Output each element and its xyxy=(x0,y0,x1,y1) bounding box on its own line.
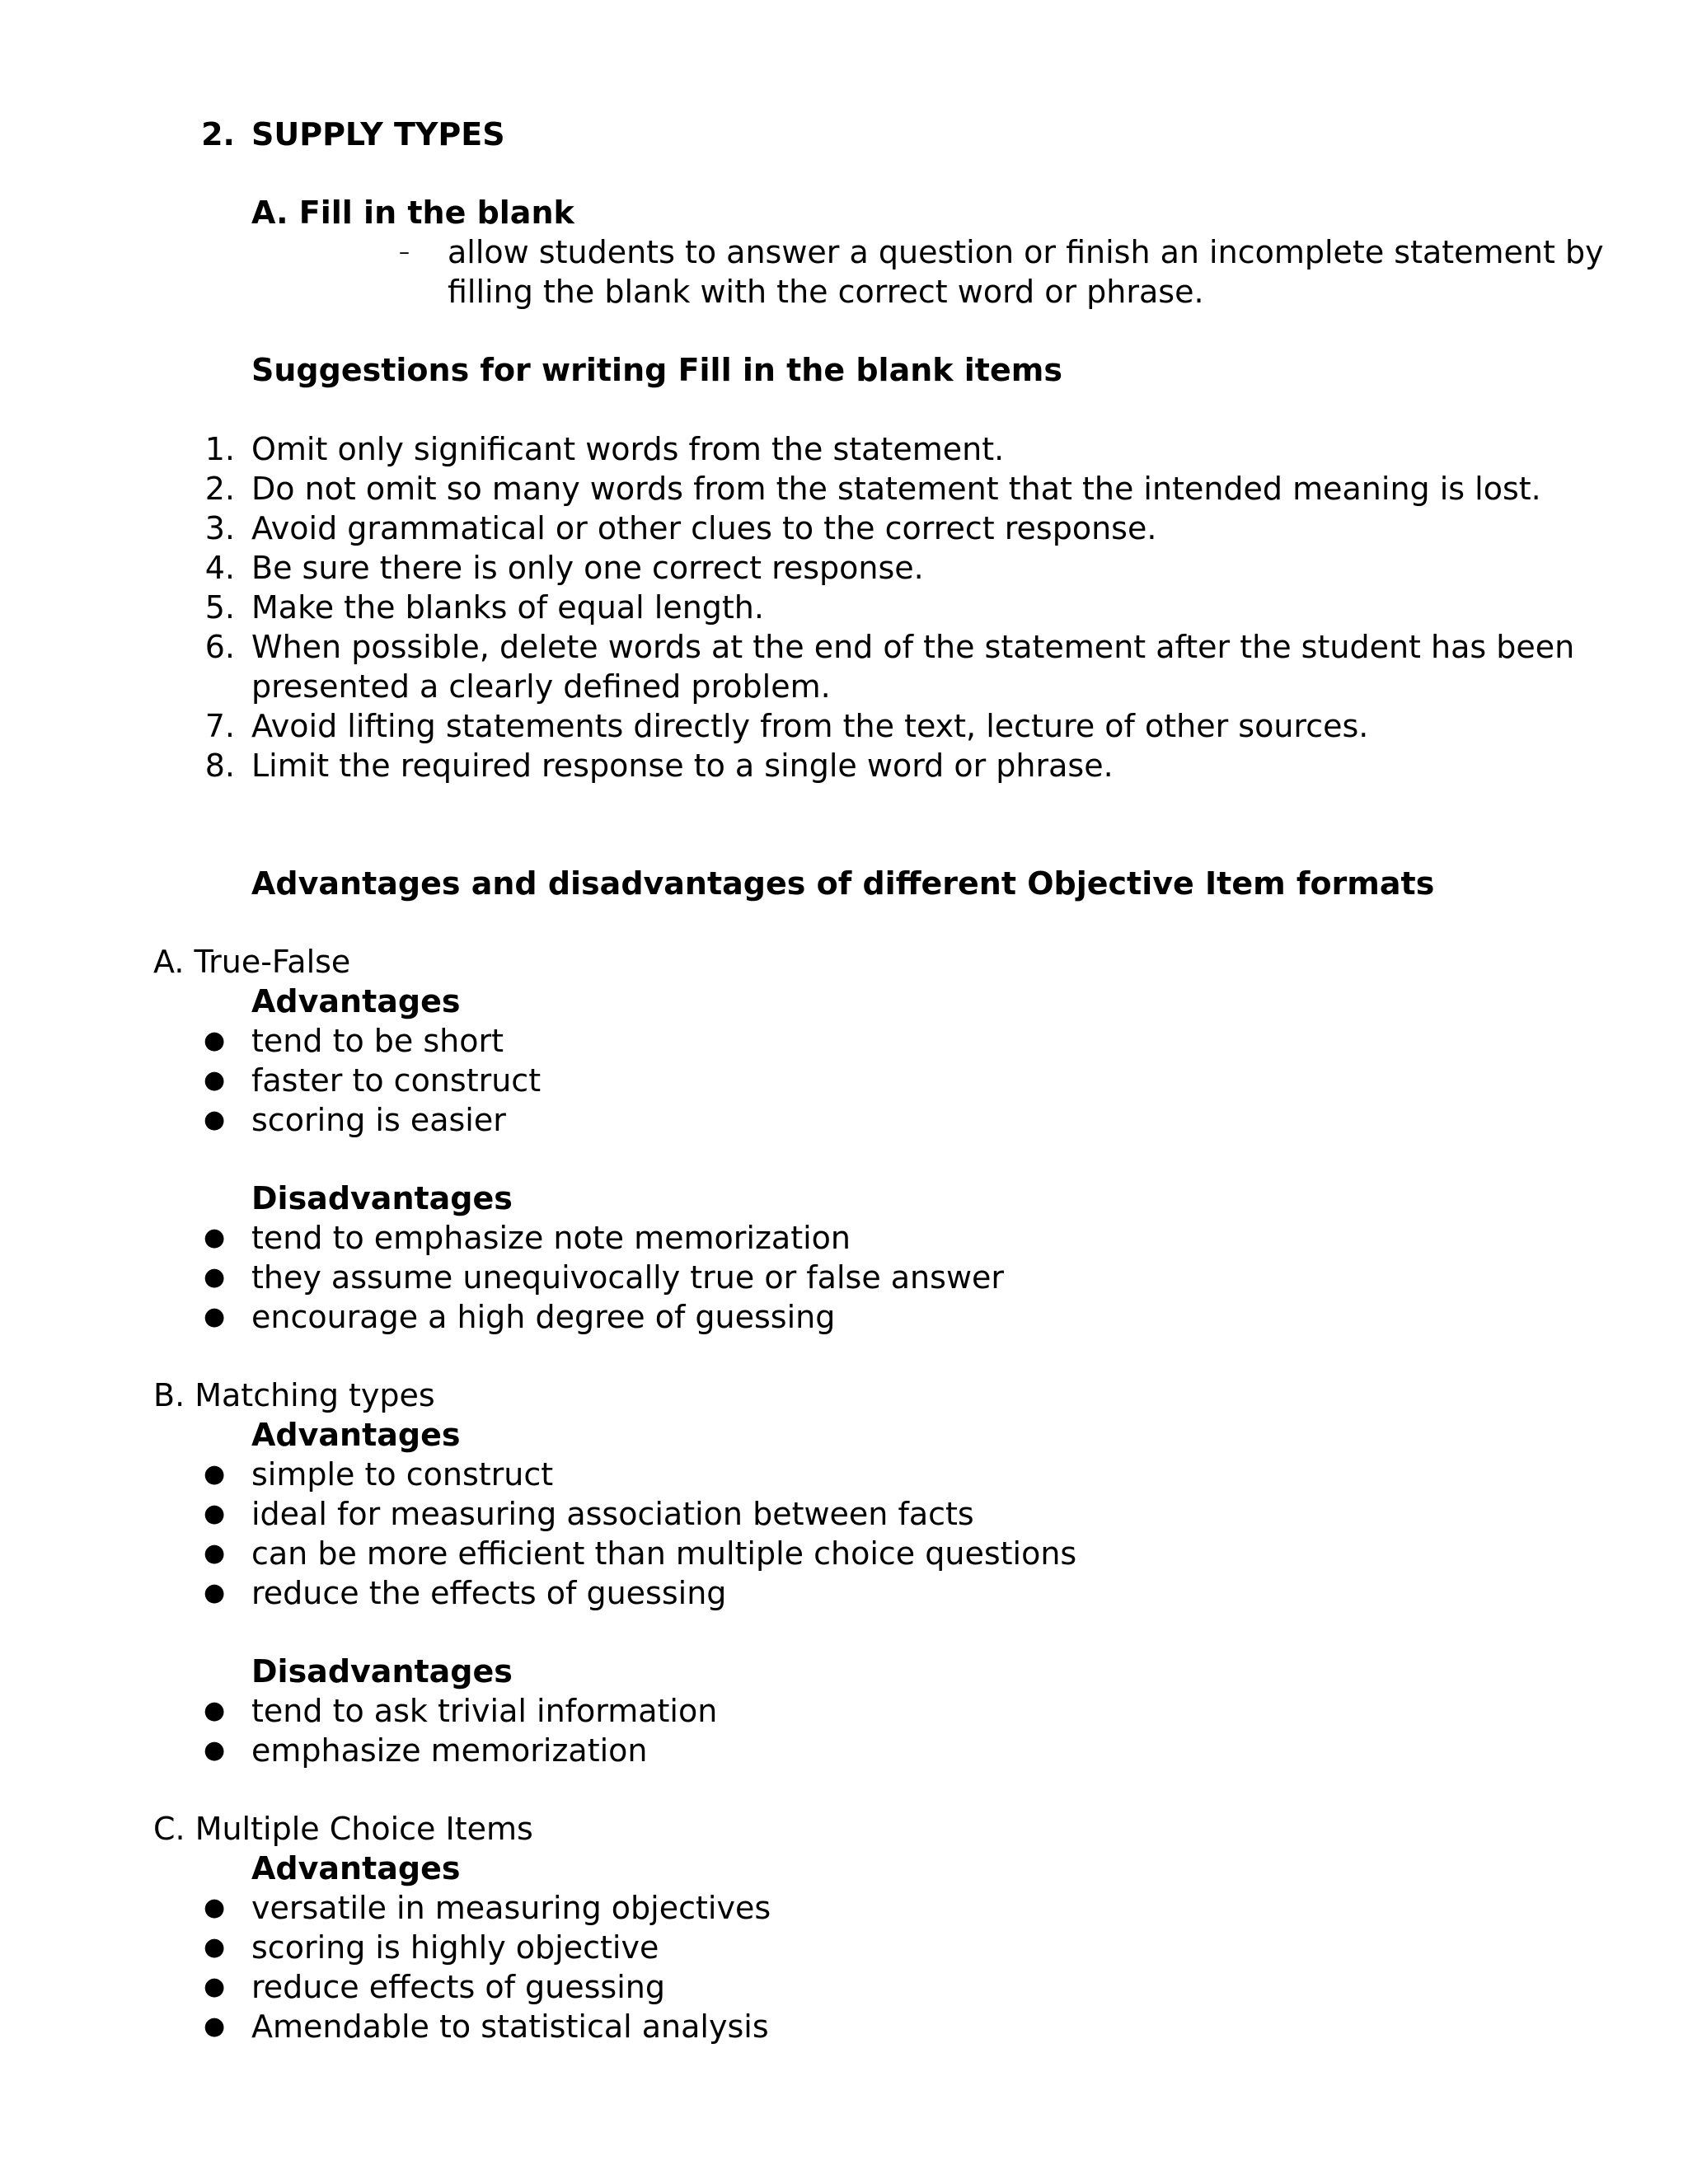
list-item: simple to construct xyxy=(251,1456,554,1493)
subsection-title: A. Fill in the blank xyxy=(251,194,574,231)
list-item: Do not omit so many words from the statement that the intended meaning is lost. xyxy=(251,471,1541,507)
advantages-label: Advantages xyxy=(251,1417,461,1453)
bullet-icon: ● xyxy=(204,1026,226,1055)
description-line: filling the blank with the correct word or phrase. xyxy=(448,274,1204,310)
bullet-icon: ● xyxy=(204,1933,226,1961)
list-item: encourage a high degree of guessing xyxy=(251,1299,836,1335)
comparison-heading: Advantages and disadvantages of different Objective Item formats xyxy=(251,865,1435,902)
section-title: SUPPLY TYPES xyxy=(251,116,505,152)
bullet-icon: ● xyxy=(204,1302,226,1331)
list-item: Avoid lifting statements directly from the text, lecture of other sources. xyxy=(251,708,1369,744)
advantages-label: Advantages xyxy=(251,983,461,1019)
list-item: emphasize memorization xyxy=(251,1732,648,1769)
list-item: they assume unequivocally true or false answer xyxy=(251,1259,1005,1296)
bullet-icon: ● xyxy=(204,1263,226,1291)
bullet-icon: ● xyxy=(204,1736,226,1765)
suggestions-heading: Suggestions for writing Fill in the blank items xyxy=(251,352,1062,388)
list-item-number: 8. xyxy=(204,748,235,784)
list-item-number: 4. xyxy=(204,550,235,586)
list-item: Be sure there is only one correct response. xyxy=(251,550,924,586)
description-line: allow students to answer a question or finish an incomplete statement by xyxy=(448,234,1604,270)
list-item: faster to construct xyxy=(251,1062,542,1099)
disadvantages-label: Disadvantages xyxy=(251,1653,513,1690)
list-item: tend to ask trivial information xyxy=(251,1693,718,1729)
bullet-icon: ● xyxy=(204,1539,226,1568)
list-item: scoring is easier xyxy=(251,1102,506,1138)
list-item: scoring is highly objective xyxy=(251,1929,659,1966)
bullet-icon: ● xyxy=(204,1972,226,2001)
list-item: Make the blanks of equal length. xyxy=(251,589,764,626)
format-label-multiple-choice: C. Multiple Choice Items xyxy=(153,1811,533,1847)
list-item-number: 3. xyxy=(204,510,235,546)
bullet-icon: ● xyxy=(204,2012,226,2041)
bullet-icon: ● xyxy=(204,1460,226,1488)
list-item: ideal for measuring association between facts xyxy=(251,1496,974,1532)
list-item: versatile in measuring objectives xyxy=(251,1890,771,1926)
format-label-matching: B. Matching types xyxy=(153,1377,435,1413)
list-item: reduce the effects of guessing xyxy=(251,1575,727,1611)
list-item: tend to emphasize note memorization xyxy=(251,1220,851,1256)
list-item-continuation: presented a clearly defined problem. xyxy=(251,668,831,705)
list-item: When possible, delete words at the end of the statement after the student has been xyxy=(251,629,1575,665)
bullet-icon: ● xyxy=(204,1499,226,1528)
list-item-number: 7. xyxy=(204,708,235,744)
list-item: reduce effects of guessing xyxy=(251,1969,665,2005)
bullet-icon: ● xyxy=(204,1578,226,1607)
bullet-icon: ● xyxy=(204,1105,226,1134)
dash-marker: – xyxy=(399,240,410,265)
list-item: Limit the required response to a single word or phrase. xyxy=(251,748,1114,784)
list-item-number: 1. xyxy=(204,431,235,467)
section-number: 2. xyxy=(201,116,235,152)
list-item: Amendable to statistical analysis xyxy=(251,2008,769,2045)
list-item: Avoid grammatical or other clues to the correct response. xyxy=(251,510,1157,546)
list-item: tend to be short xyxy=(251,1023,504,1059)
list-item-number: 2. xyxy=(204,471,235,507)
list-item: can be more efficient than multiple choice questions xyxy=(251,1535,1077,1572)
list-item-number: 5. xyxy=(204,589,235,626)
bullet-icon: ● xyxy=(204,1893,226,1922)
advantages-label: Advantages xyxy=(251,1850,461,1886)
bullet-icon: ● xyxy=(204,1696,226,1725)
list-item: Omit only significant words from the statement. xyxy=(251,431,1005,467)
bullet-icon: ● xyxy=(204,1223,226,1252)
disadvantages-label: Disadvantages xyxy=(251,1180,513,1216)
bullet-icon: ● xyxy=(204,1066,226,1094)
format-label-true-false: A. True-False xyxy=(153,944,351,980)
list-item-number: 6. xyxy=(204,629,235,665)
